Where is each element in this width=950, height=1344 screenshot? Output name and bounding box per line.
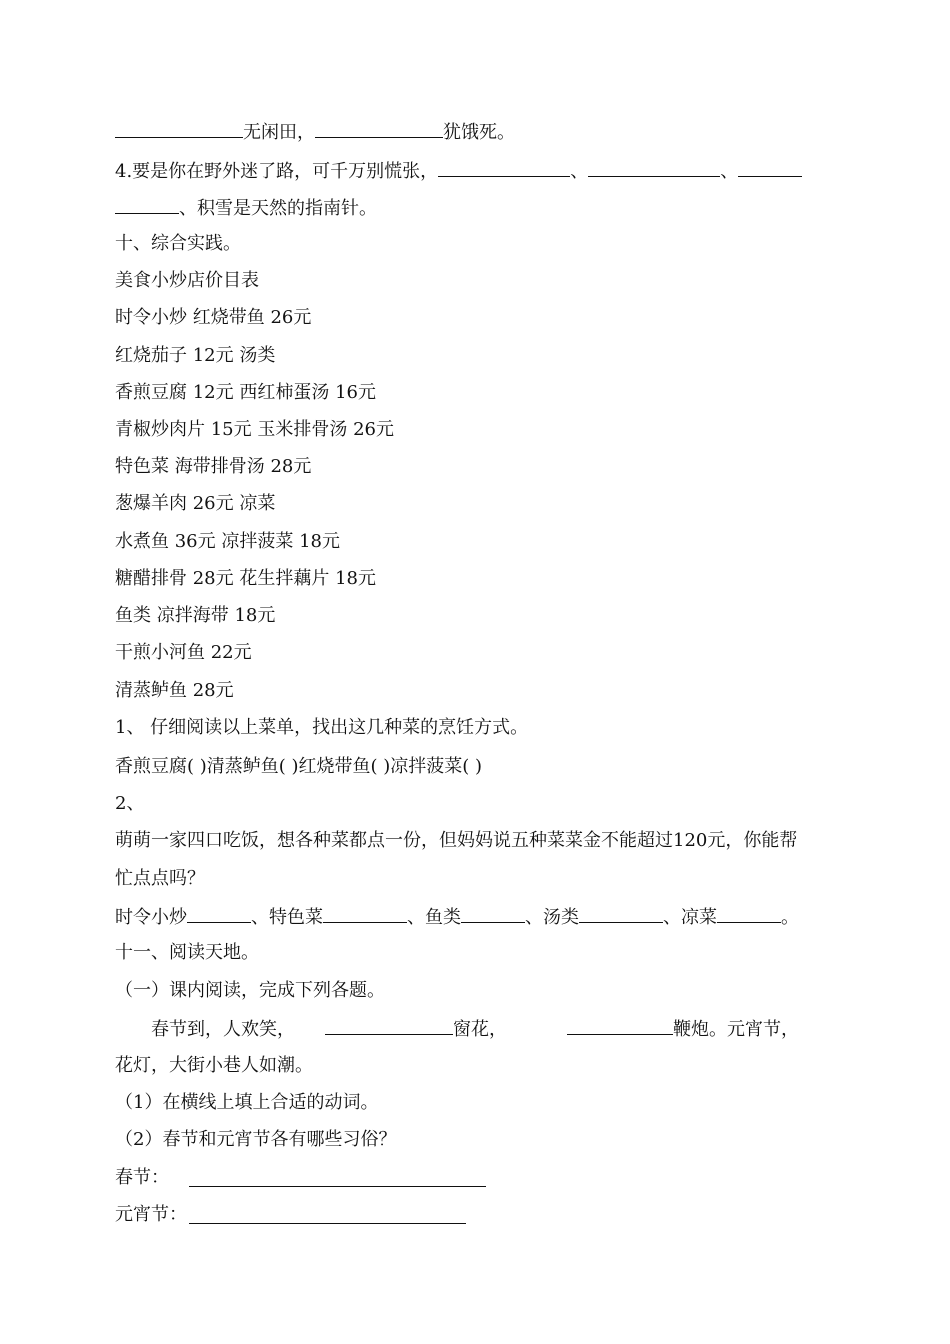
fill-label-seasonal: 时令小炒 — [115, 907, 187, 928]
blank-soup[interactable] — [579, 904, 663, 923]
passage-text-1: 春节到，人欢笑， — [151, 1019, 295, 1040]
blank-seasonal[interactable] — [187, 904, 251, 923]
section-11-sub-1: （一）课内阅读，完成下列各题。 — [115, 980, 385, 1001]
period: 。 — [781, 907, 799, 928]
menu-title: 美食小炒店价目表 — [115, 270, 259, 291]
answer-lantern-festival-line[interactable] — [189, 1223, 466, 1224]
fill-label-fish: 、鱼类 — [407, 907, 461, 928]
blank-passage-1[interactable] — [325, 1016, 453, 1035]
question-11-1: （1）在横线上填上合适的动词。 — [115, 1092, 379, 1113]
separator: 、 — [720, 161, 739, 182]
question-10-2-fill-line — [115, 904, 799, 928]
blank-cold[interactable] — [717, 904, 781, 923]
question-10-2-number: 2、 — [115, 793, 145, 814]
menu-line: 干煎小河鱼 22元 — [115, 642, 252, 663]
separator: 、 — [570, 161, 589, 182]
question-4-line-1 — [115, 158, 802, 182]
blank-poem-1[interactable] — [115, 119, 243, 138]
question-4-line-2 — [115, 195, 377, 219]
menu-line: 水煮鱼 36元 凉拌菠菜 18元 — [115, 531, 340, 552]
question-4-text: 4.要是你在野外迷了路，可千万别慌张， — [115, 161, 439, 182]
blank-fish[interactable] — [461, 904, 525, 923]
question-10-1-answer: 香煎豆腐( )清蒸鲈鱼( )红烧带鱼( )凉拌菠菜( ) — [115, 756, 483, 777]
question-4-continuation: 、积雪是天然的指南针。 — [179, 198, 377, 219]
passage-line-2: 花灯，大街小巷人如潮。 — [115, 1055, 313, 1076]
answer-spring-festival-label: 春节： — [115, 1167, 169, 1188]
blank-q4-2[interactable] — [588, 158, 720, 177]
menu-line: 糖醋排骨 28元 花生拌藕片 18元 — [115, 568, 376, 589]
poem-text-2: 犹饿死。 — [443, 122, 515, 143]
poem-text-1: 无闲田， — [243, 122, 315, 143]
section-10-heading: 十、综合实践。 — [115, 233, 241, 254]
blank-special[interactable] — [323, 904, 407, 923]
poem-fill-line — [115, 119, 515, 143]
menu-line: 鱼类 凉拌海带 18元 — [115, 605, 276, 626]
menu-line: 红烧茄子 12元 汤类 — [115, 345, 276, 366]
question-10-2-line-2: 忙点点吗？ — [115, 868, 205, 889]
passage-text-2: 窗花， — [453, 1019, 507, 1040]
blank-poem-2[interactable] — [315, 119, 443, 138]
section-11-heading: 十一、阅读天地。 — [115, 942, 259, 963]
passage-text-3: 鞭炮。元宵节， — [673, 1019, 799, 1040]
menu-line: 葱爆羊肉 26元 凉菜 — [115, 493, 276, 514]
question-10-2-line-1: 萌萌一家四口吃饭，想各种菜都点一份，但妈妈说五种菜菜金不能超过120元，你能帮 — [115, 830, 798, 851]
menu-line: 时令小炒 红烧带鱼 26元 — [115, 307, 312, 328]
menu-line: 特色菜 海带排骨汤 28元 — [115, 456, 312, 477]
answer-spring-festival-line[interactable] — [189, 1186, 486, 1187]
question-11-2: （2）春节和元宵节各有哪些习俗？ — [115, 1129, 397, 1150]
question-10-1: 1、 仔细阅读以上菜单，找出这几种菜的烹饪方式。 — [115, 717, 529, 738]
blank-q4-3a[interactable] — [738, 158, 802, 177]
fill-label-cold: 、凉菜 — [663, 907, 717, 928]
answer-lantern-festival-label: 元宵节： — [115, 1204, 187, 1225]
fill-label-special: 、特色菜 — [251, 907, 323, 928]
menu-line: 香煎豆腐 12元 西红柿蛋汤 16元 — [115, 382, 376, 403]
menu-line: 清蒸鲈鱼 28元 — [115, 680, 234, 701]
blank-passage-2[interactable] — [567, 1016, 673, 1035]
passage-line-1 — [151, 1016, 799, 1040]
menu-line: 青椒炒肉片 15元 玉米排骨汤 26元 — [115, 419, 394, 440]
blank-q4-1[interactable] — [438, 158, 570, 177]
blank-q4-3b[interactable] — [115, 195, 179, 214]
fill-label-soup: 、汤类 — [525, 907, 579, 928]
